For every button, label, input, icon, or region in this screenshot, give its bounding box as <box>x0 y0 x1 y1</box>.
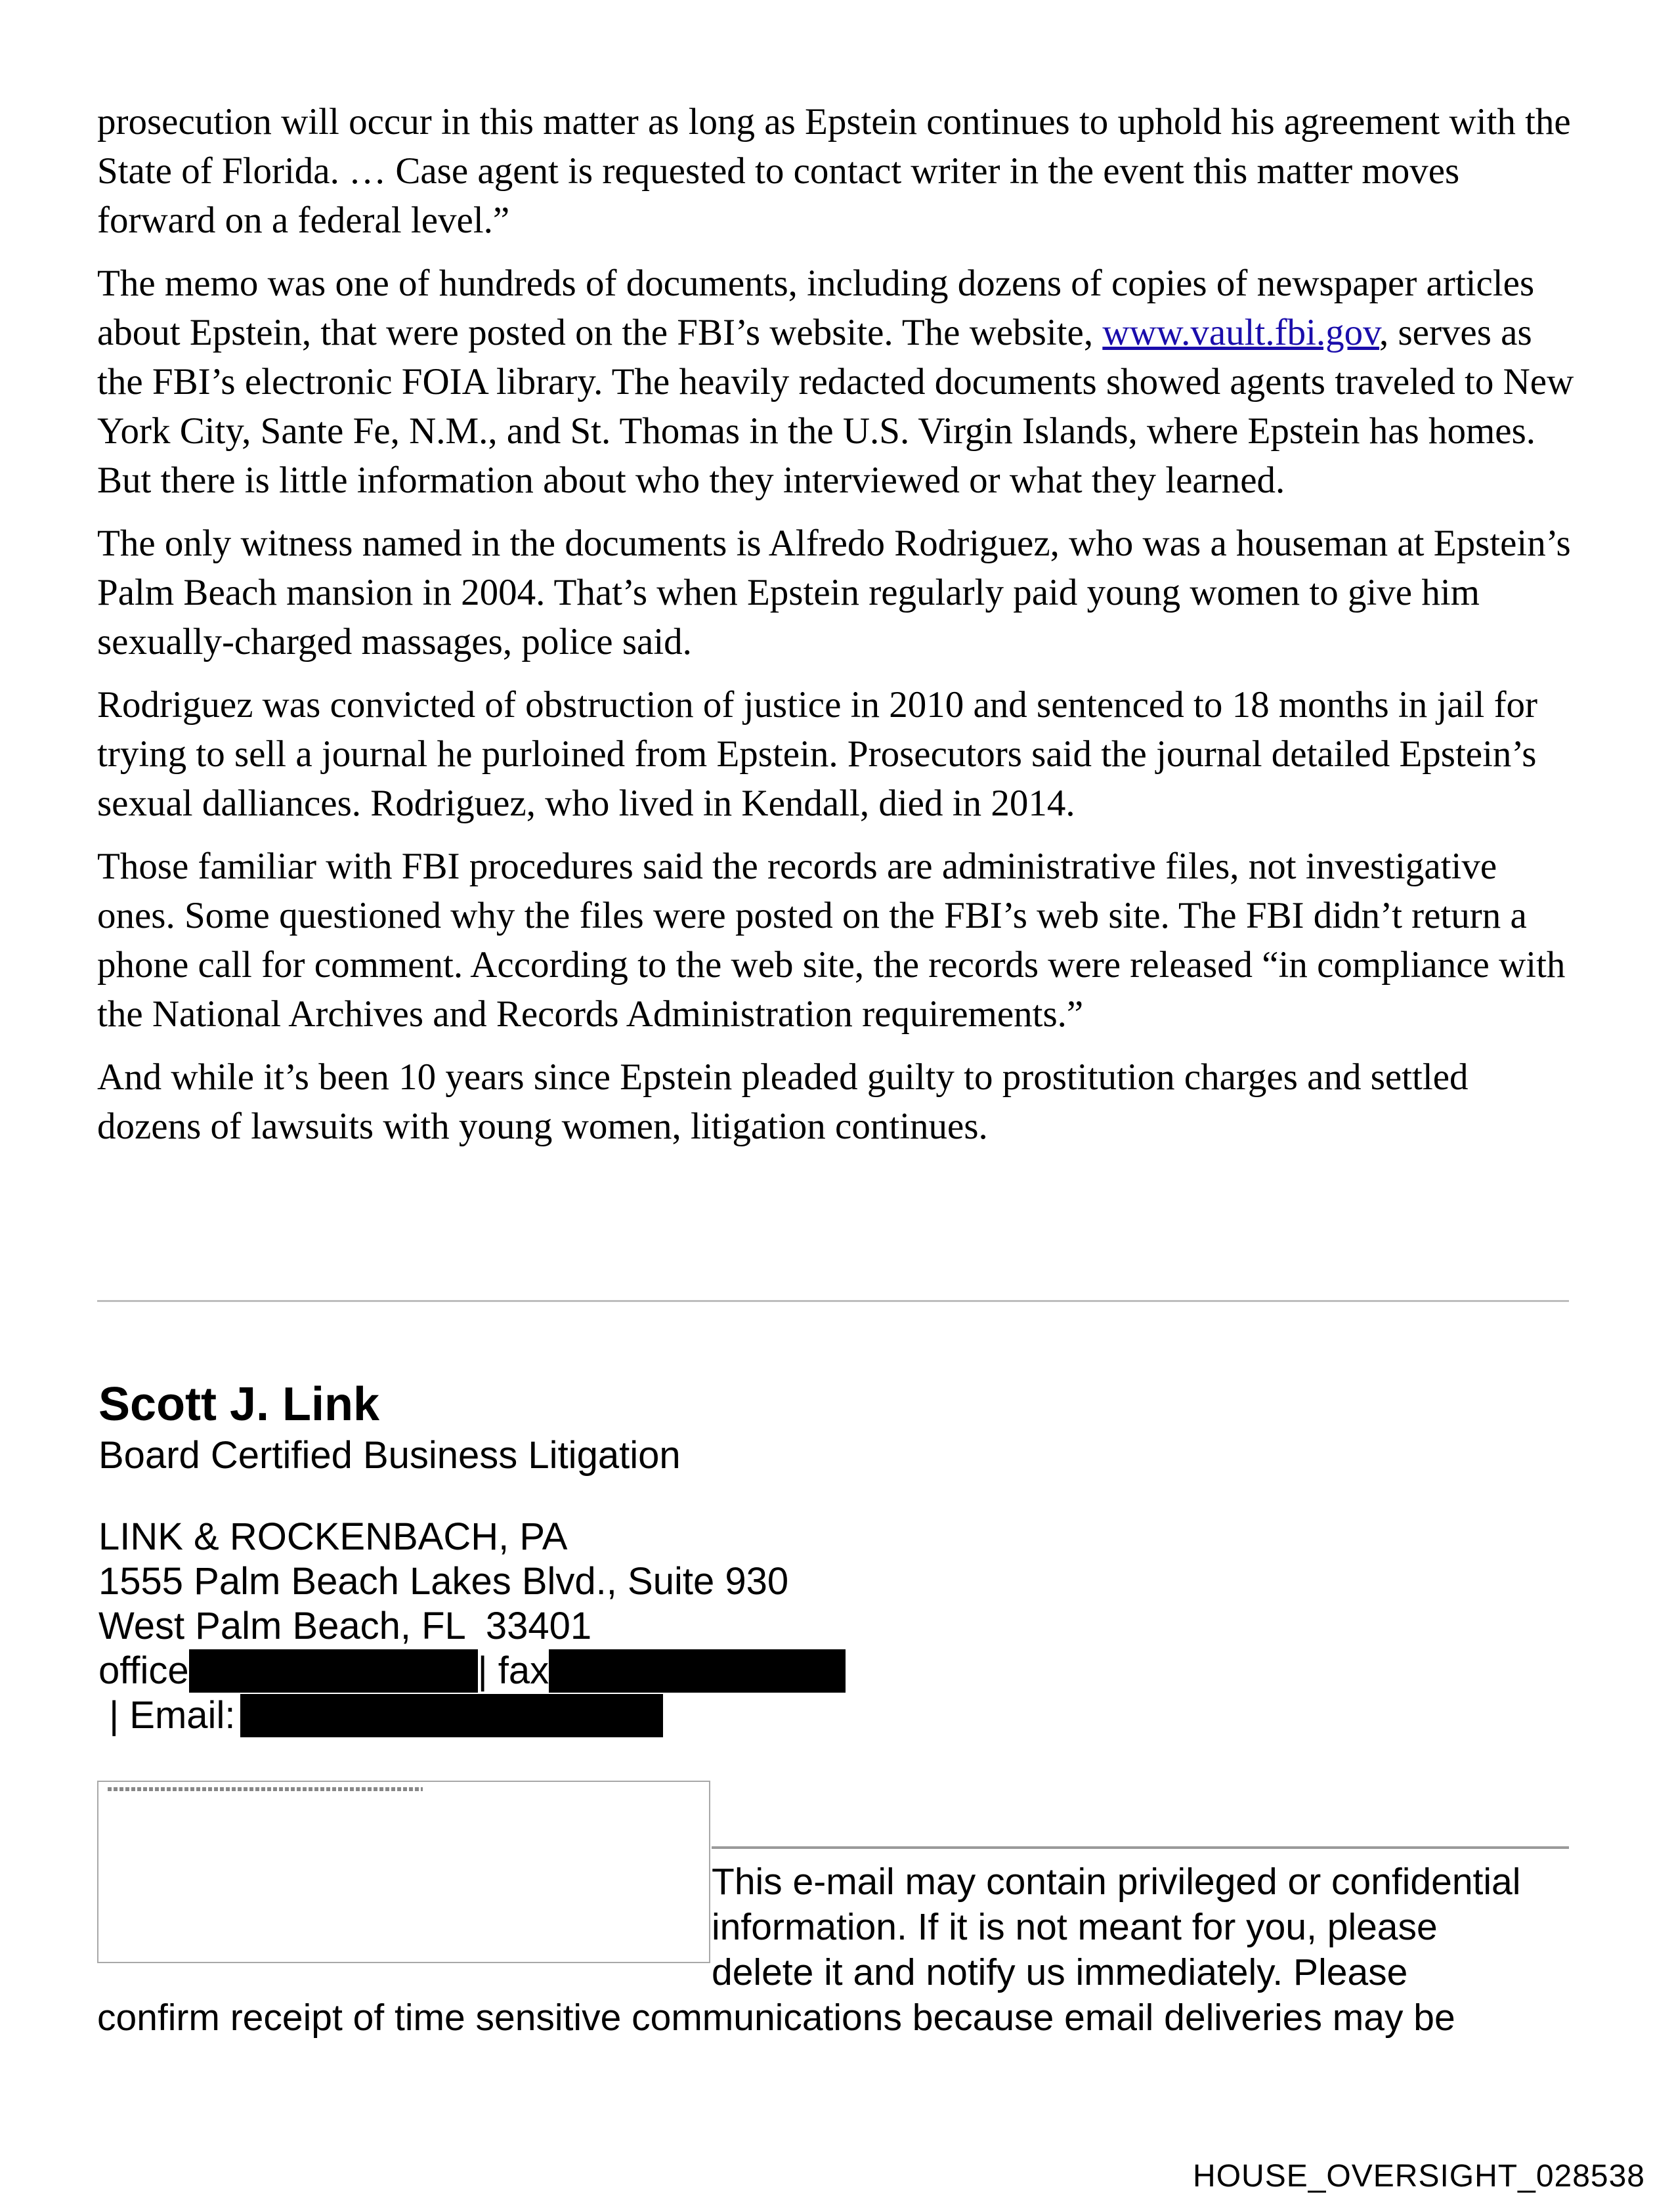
bates-number: HOUSE_OVERSIGHT_028538 <box>1193 2159 1645 2194</box>
article-paragraph: The only witness named in the documents is Alfredo Rodriguez, who was a houseman at Epstein’s Palm Beach mansion in 2004. That’s when Epstein regularly paid young women to give him sexually-charged massages, police said. <box>97 523 1571 662</box>
article-paragraph: Those familiar with FBI procedures said the records are administrative files, not investigative ones. Some questioned why the files were posted on the FBI’s web site. The FBI didn’t return a phone call for comment. According to the web site, the records were released “in compliance with the National Archives and Records Administration requirements.” <box>97 846 1566 1035</box>
disclaimer-line: This e-mail may contain privileged or confidential <box>712 1861 1521 1903</box>
section-divider <box>97 1300 1569 1302</box>
email-signature <box>98 1376 1608 1738</box>
signature-title: Board Certified Business Litigation <box>98 1434 681 1477</box>
signature-firm: LINK & ROCKENBACH, PA <box>98 1515 568 1558</box>
email-label: | Email: <box>98 1694 236 1737</box>
disclaimer-line: information. If it is not meant for you, please <box>712 1906 1438 1948</box>
paragraph-text: , serves as the FBI’s electronic FOIA library. The heavily redacted documents showed agents traveled to New York City, Sante Fe, N.M., and St. Thomas in the U.S. Virgin Islands, where Epstein has homes. But there is little information about who they interviewed or what they learned. <box>97 312 1574 501</box>
paragraph-text: The memo was one of hundreds of documents, including dozens of copies of newspaper articles about Epstein, that were posted on the FBI’s website. The website, <box>97 263 1535 353</box>
signature-email-line <box>98 1693 1608 1738</box>
fax-label: | fax <box>477 1649 549 1692</box>
signature-phone-line <box>98 1649 1608 1693</box>
broken-image-placeholder <box>97 1781 710 1963</box>
disclaimer-continuation: confirm receipt of time sensitive communications because email deliveries may be <box>97 1997 1455 2039</box>
signature-address-line: 1555 Palm Beach Lakes Blvd., Suite 930 <box>98 1560 789 1603</box>
article-paragraph: prosecution will occur in this matter as long as Epstein continues to uphold his agreement with the State of Florida. … Case agent is requested to contact writer in the event this matter moves forward on a federal level.” <box>97 101 1571 241</box>
disclaimer-line: delete it and notify us immediately. Please <box>712 1951 1408 1993</box>
article-body <box>97 97 1581 1165</box>
redaction-bar <box>549 1649 846 1693</box>
article-paragraph: Rodriguez was convicted of obstruction of justice in 2010 and sentenced to 18 months in jail for trying to sell a journal he purloined from Epstein. Prosecutors said the journal detailed Epstein’s sexual dalliances. Rodriguez, who lived in Kendall, died in 2014. <box>97 684 1538 824</box>
article-paragraph <box>97 259 1581 505</box>
fbi-vault-link[interactable]: www.vault.fbi.gov <box>1102 312 1379 353</box>
office-label: office <box>98 1649 189 1692</box>
signature-spacer <box>98 1478 1608 1515</box>
image-placeholder-caption <box>108 1787 423 1791</box>
signature-address-line: West Palm Beach, FL 33401 <box>98 1605 592 1647</box>
disclaimer-divider <box>712 1846 1569 1849</box>
article-paragraph: And while it’s been 10 years since Epstein pleaded guilty to prostitution charges and settled dozens of lawsuits with young women, litigation continues. <box>97 1056 1469 1147</box>
signature-name: Scott J. Link <box>98 1378 380 1431</box>
confidentiality-disclaimer <box>712 1859 1591 1995</box>
redaction-bar <box>240 1694 663 1737</box>
redaction-bar <box>189 1649 478 1693</box>
